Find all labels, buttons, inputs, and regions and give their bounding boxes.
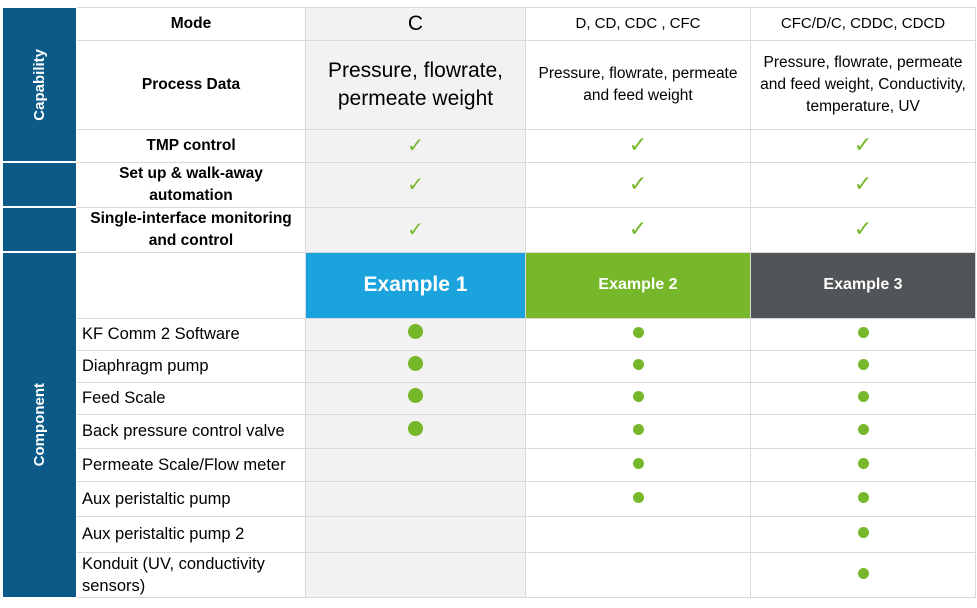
capability-section-cont bbox=[3, 207, 77, 252]
check-icon: ✓ bbox=[407, 218, 424, 241]
process-data-c: Pressure, flowrate, permeate weight bbox=[306, 40, 526, 129]
mode-comparison-table bbox=[2, 6, 976, 598]
process-data-label: Process Data bbox=[77, 40, 306, 129]
mode-3: CFC/D/C, CDDC, CDCD bbox=[751, 7, 976, 40]
capability-section-cont bbox=[3, 162, 77, 207]
component-label: Aux peristaltic pump 2 bbox=[77, 516, 306, 552]
included-dot-icon bbox=[858, 391, 869, 402]
mode-2: D, CD, CDC , CFC bbox=[526, 7, 751, 40]
process-data-3: Pressure, flowrate, permeate and feed weight, Conductivity, temperature, UV bbox=[751, 40, 976, 129]
capability-section-label: Capability bbox=[31, 48, 48, 121]
included-dot-icon bbox=[858, 568, 869, 579]
capability-label: Set up & walk-away automation bbox=[77, 162, 306, 207]
included-dot-icon bbox=[408, 324, 423, 339]
component-label: Konduit (UV, conductivity sensors) bbox=[77, 552, 306, 597]
capability-label: Single-interface monitoring and control bbox=[77, 207, 306, 252]
included-dot-icon bbox=[633, 458, 644, 469]
example-2-header: Example 2 bbox=[526, 252, 751, 318]
check-icon: ✓ bbox=[853, 132, 873, 157]
component-section-label: Component bbox=[31, 383, 48, 467]
check-icon: ✓ bbox=[407, 134, 424, 157]
mode-row bbox=[3, 7, 976, 40]
process-data-2: Pressure, flowrate, permeate and feed weight bbox=[526, 40, 751, 129]
included-dot-icon bbox=[408, 388, 423, 403]
included-dot-icon bbox=[633, 359, 644, 370]
check-icon: ✓ bbox=[853, 171, 873, 196]
included-dot-icon bbox=[633, 492, 644, 503]
mode-label: Mode bbox=[77, 7, 306, 40]
check-icon: ✓ bbox=[628, 216, 648, 241]
example-3-header: Example 3 bbox=[751, 252, 976, 318]
included-dot-icon bbox=[858, 458, 869, 469]
component-label: KF Comm 2 Software bbox=[77, 318, 306, 350]
component-section bbox=[3, 252, 77, 597]
included-dot-icon bbox=[633, 391, 644, 402]
component-label: Diaphragm pump bbox=[77, 350, 306, 382]
mode-c: C bbox=[306, 7, 526, 40]
component-row bbox=[3, 481, 976, 516]
included-dot-icon bbox=[858, 527, 869, 538]
process-data-row bbox=[3, 40, 976, 129]
component-label: Feed Scale bbox=[77, 382, 306, 414]
example-1-header: Example 1 bbox=[306, 252, 526, 318]
component-row bbox=[3, 350, 976, 382]
included-dot-icon bbox=[858, 359, 869, 370]
included-dot-icon bbox=[858, 492, 869, 503]
component-label: Permeate Scale/Flow meter bbox=[77, 448, 306, 481]
check-icon: ✓ bbox=[407, 173, 424, 196]
component-row bbox=[3, 382, 976, 414]
included-dot-icon bbox=[633, 424, 644, 435]
examples-row bbox=[3, 252, 976, 318]
included-dot-icon bbox=[408, 421, 423, 436]
examples-corner-cell bbox=[77, 252, 306, 318]
component-row bbox=[3, 448, 976, 481]
component-row bbox=[3, 414, 976, 448]
capability-section bbox=[3, 7, 77, 162]
capability-row bbox=[3, 129, 976, 162]
component-row bbox=[3, 318, 976, 350]
included-dot-icon bbox=[408, 356, 423, 371]
included-dot-icon bbox=[858, 424, 869, 435]
component-row bbox=[3, 552, 976, 597]
capability-row bbox=[3, 162, 976, 207]
component-row bbox=[3, 516, 976, 552]
component-label: Back pressure control valve bbox=[77, 414, 306, 448]
capability-row bbox=[3, 207, 976, 252]
included-dot-icon bbox=[633, 327, 644, 338]
included-dot-icon bbox=[858, 327, 869, 338]
capability-label: TMP control bbox=[77, 129, 306, 162]
check-icon: ✓ bbox=[853, 216, 873, 241]
check-icon: ✓ bbox=[628, 171, 648, 196]
component-label: Aux peristaltic pump bbox=[77, 481, 306, 516]
check-icon: ✓ bbox=[628, 132, 648, 157]
